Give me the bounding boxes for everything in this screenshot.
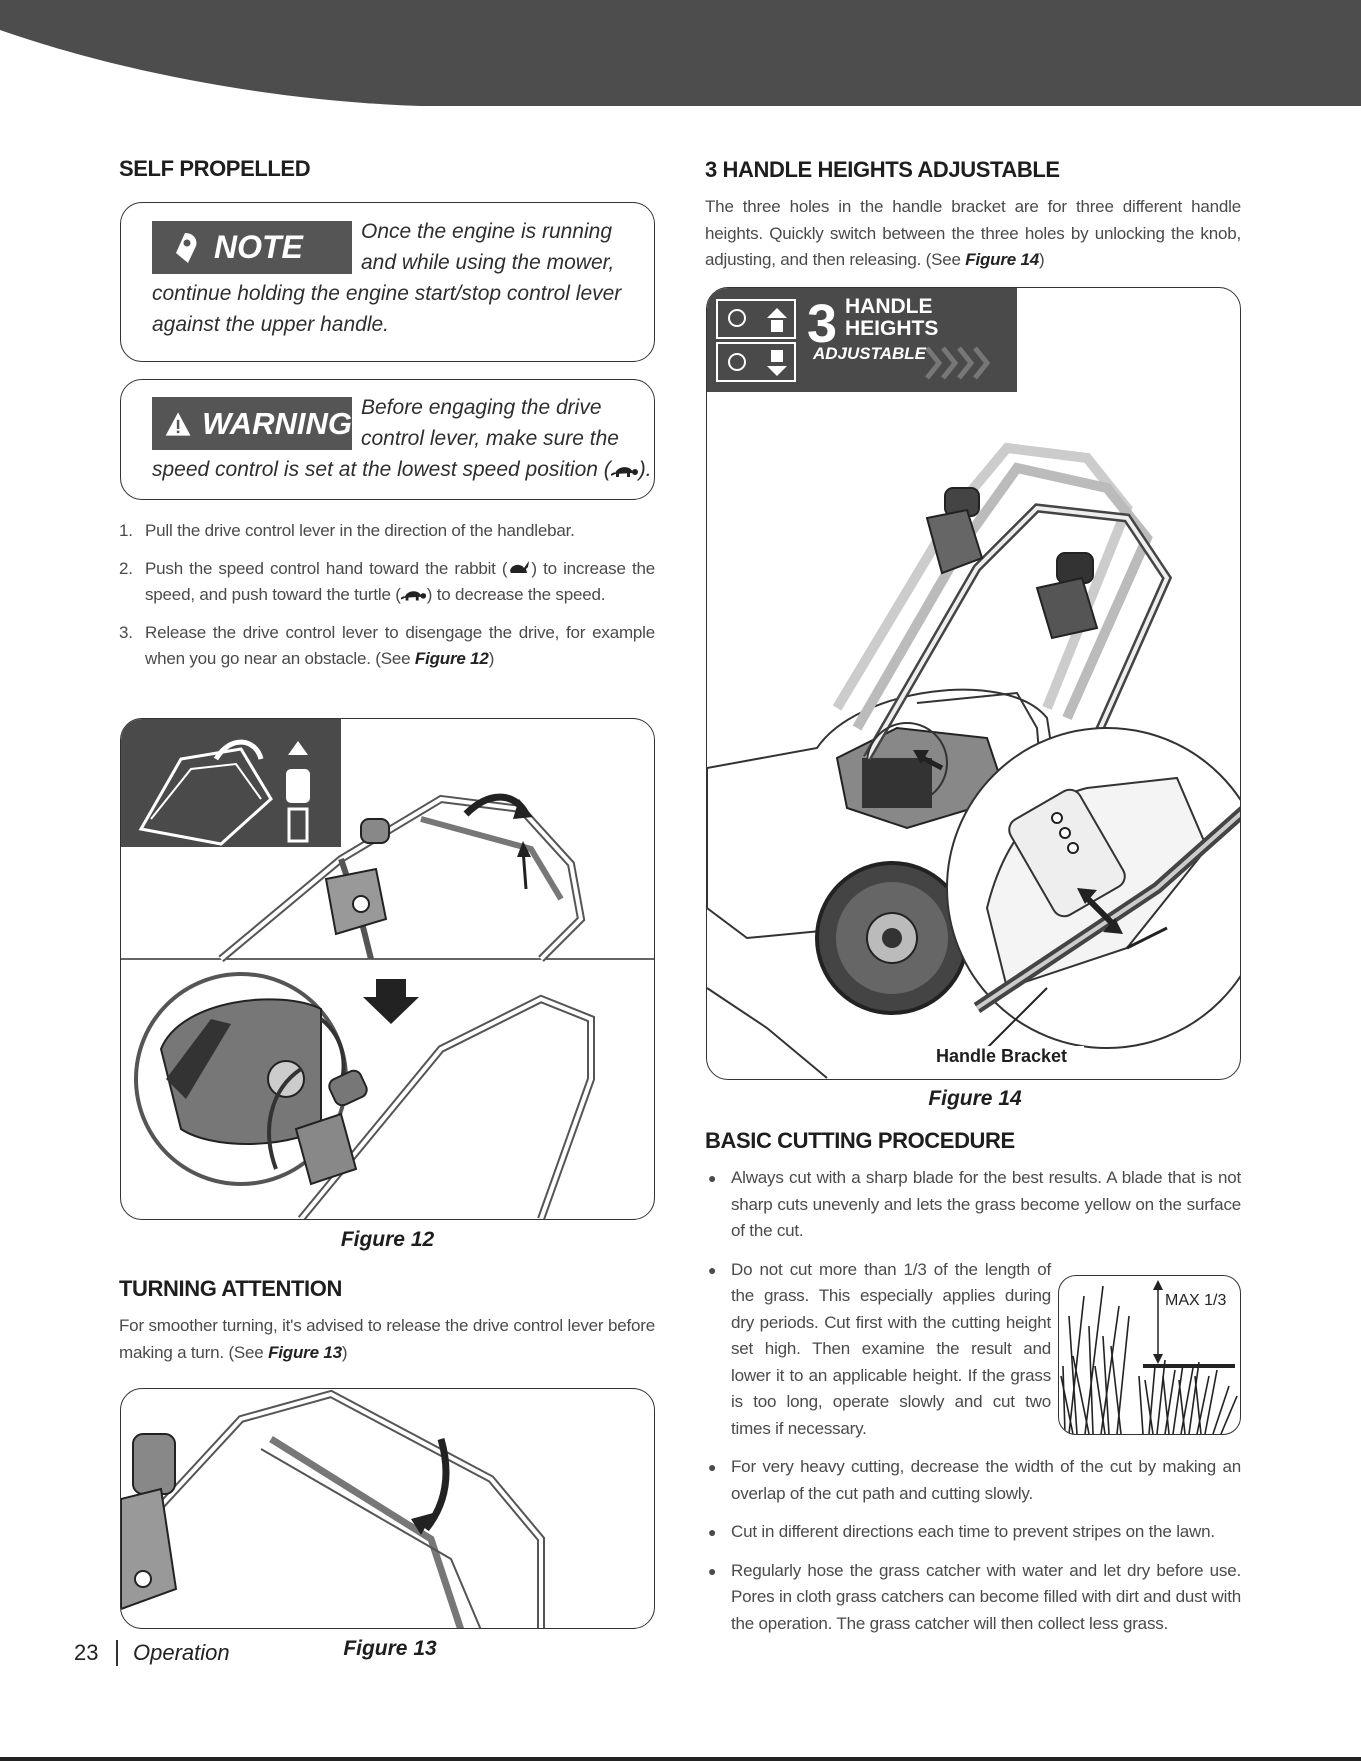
note-line-4: against the upper handle. — [152, 313, 390, 336]
warning-line-3 — [152, 454, 652, 485]
warning-line-3-text: speed control is set at the lowest speed position ( — [152, 458, 611, 481]
figure-13-caption: Figure 13 — [343, 1637, 437, 1660]
figure-14-reference: Figure 14 — [965, 250, 1040, 269]
rabbit-icon — [507, 557, 531, 577]
warning-line-3-end: ). — [638, 458, 652, 481]
turtle-icon — [401, 586, 427, 602]
basic-cutting-list — [705, 1165, 1241, 1649]
list-item: ● Do not cut more than 1/3 of the length of the grass. This especially applies during dry periods. Cut first with the cutting height set high. Then examine the result and lower it to an applicable height. If the grass is too long, operate slowly and cut two times if necessary. — [708, 1259, 1051, 1438]
figure-14-illustration — [706, 287, 1241, 1080]
note-line-3: continue holding the engine start/stop control lever — [152, 282, 622, 305]
page-number: 23 — [74, 1640, 99, 1665]
basic-cutting-heading: BASIC CUTTING PROCEDURE — [705, 1128, 1015, 1153]
badge-line-3: ADJUSTABLE — [813, 344, 927, 363]
warning-tag-label: WARNING — [202, 405, 352, 441]
warning-line-1: Before engaging the drive — [361, 396, 602, 419]
list-item: ● For very heavy cutting, decrease the width of the cut by making an overlap of the cut path and cutting slowly. — [708, 1457, 1241, 1503]
handle-bracket-label: Handle Bracket — [919, 1046, 1084, 1067]
bottom-border — [0, 1757, 1361, 1761]
figure-12-reference: Figure 12 — [414, 649, 489, 668]
badge-number: 3 — [807, 294, 838, 354]
note-tag — [152, 221, 352, 274]
list-item: ● Cut in different directions each time to prevent stripes on the lawn. — [708, 1522, 1215, 1541]
turning-attention-text: For smoother turning, it's advised to release the drive control lever before making a turn. (See Figure 13) — [119, 1316, 655, 1362]
grass-max-label: MAX 1/3 — [1165, 1292, 1227, 1309]
note-icon — [170, 231, 200, 265]
self-propelled-heading: SELF PROPELLED — [119, 156, 311, 181]
list-item: 3. Release the drive control lever to disengage the drive, for example when you go near an obstacle. (See Figure 12) — [119, 622, 655, 668]
figure-13-reference: Figure 13 — [268, 1342, 342, 1362]
note-tag-label: NOTE — [214, 229, 303, 265]
list-item: 2. Push the speed control hand toward the rabbit ( ) to increase the speed, and push toward the turtle ( ) to decrease the speed. — [119, 558, 655, 604]
self-propelled-steps — [119, 518, 655, 684]
badge-line-1: HANDLE — [845, 295, 933, 318]
handle-heights-heading: 3 HANDLE HEIGHTS ADJUSTABLE — [705, 157, 1060, 182]
note-callout — [120, 202, 655, 362]
figure-14-caption: Figure 14 — [928, 1087, 1022, 1110]
figure-12-illustration — [120, 718, 655, 1220]
list-item: 1. Pull the drive control lever in the direction of the handlebar. — [119, 521, 575, 540]
figure-12-caption: Figure 12 — [340, 1228, 435, 1251]
list-item: ● Always cut with a sharp blade for the best results. A blade that is not sharp cuts unevenly and lets the grass become yellow on the surface of the cut. — [708, 1168, 1241, 1240]
header-band — [0, 0, 1361, 110]
warning-triangle-icon — [164, 408, 192, 440]
note-line-1: Once the engine is running — [361, 220, 613, 243]
list-item: ● Regularly hose the grass catcher with water and let dry before use. Pores in cloth grass catchers can become filled with dirt and dust with the operation. The grass catcher will then collect less grass. — [708, 1560, 1241, 1633]
turtle-icon — [611, 462, 639, 478]
warning-line-2: control lever, make sure the — [361, 427, 619, 450]
handle-heights-text: The three holes in the handle bracket are for three different handle heights. Quickly switch between the three holes by unlocking the knob, adjusting, and then releasing. (See Figure 14) — [705, 197, 1241, 269]
warning-callout — [120, 379, 655, 500]
turning-attention-heading: TURNING ATTENTION — [119, 1276, 342, 1301]
badge-line-2: HEIGHTS — [845, 317, 939, 340]
figure-13-illustration — [120, 1388, 655, 1629]
footer-separator — [116, 1640, 118, 1666]
warning-tag — [152, 397, 352, 450]
footer-section: Operation — [133, 1640, 230, 1665]
note-line-2: and while using the mower, — [361, 251, 615, 274]
